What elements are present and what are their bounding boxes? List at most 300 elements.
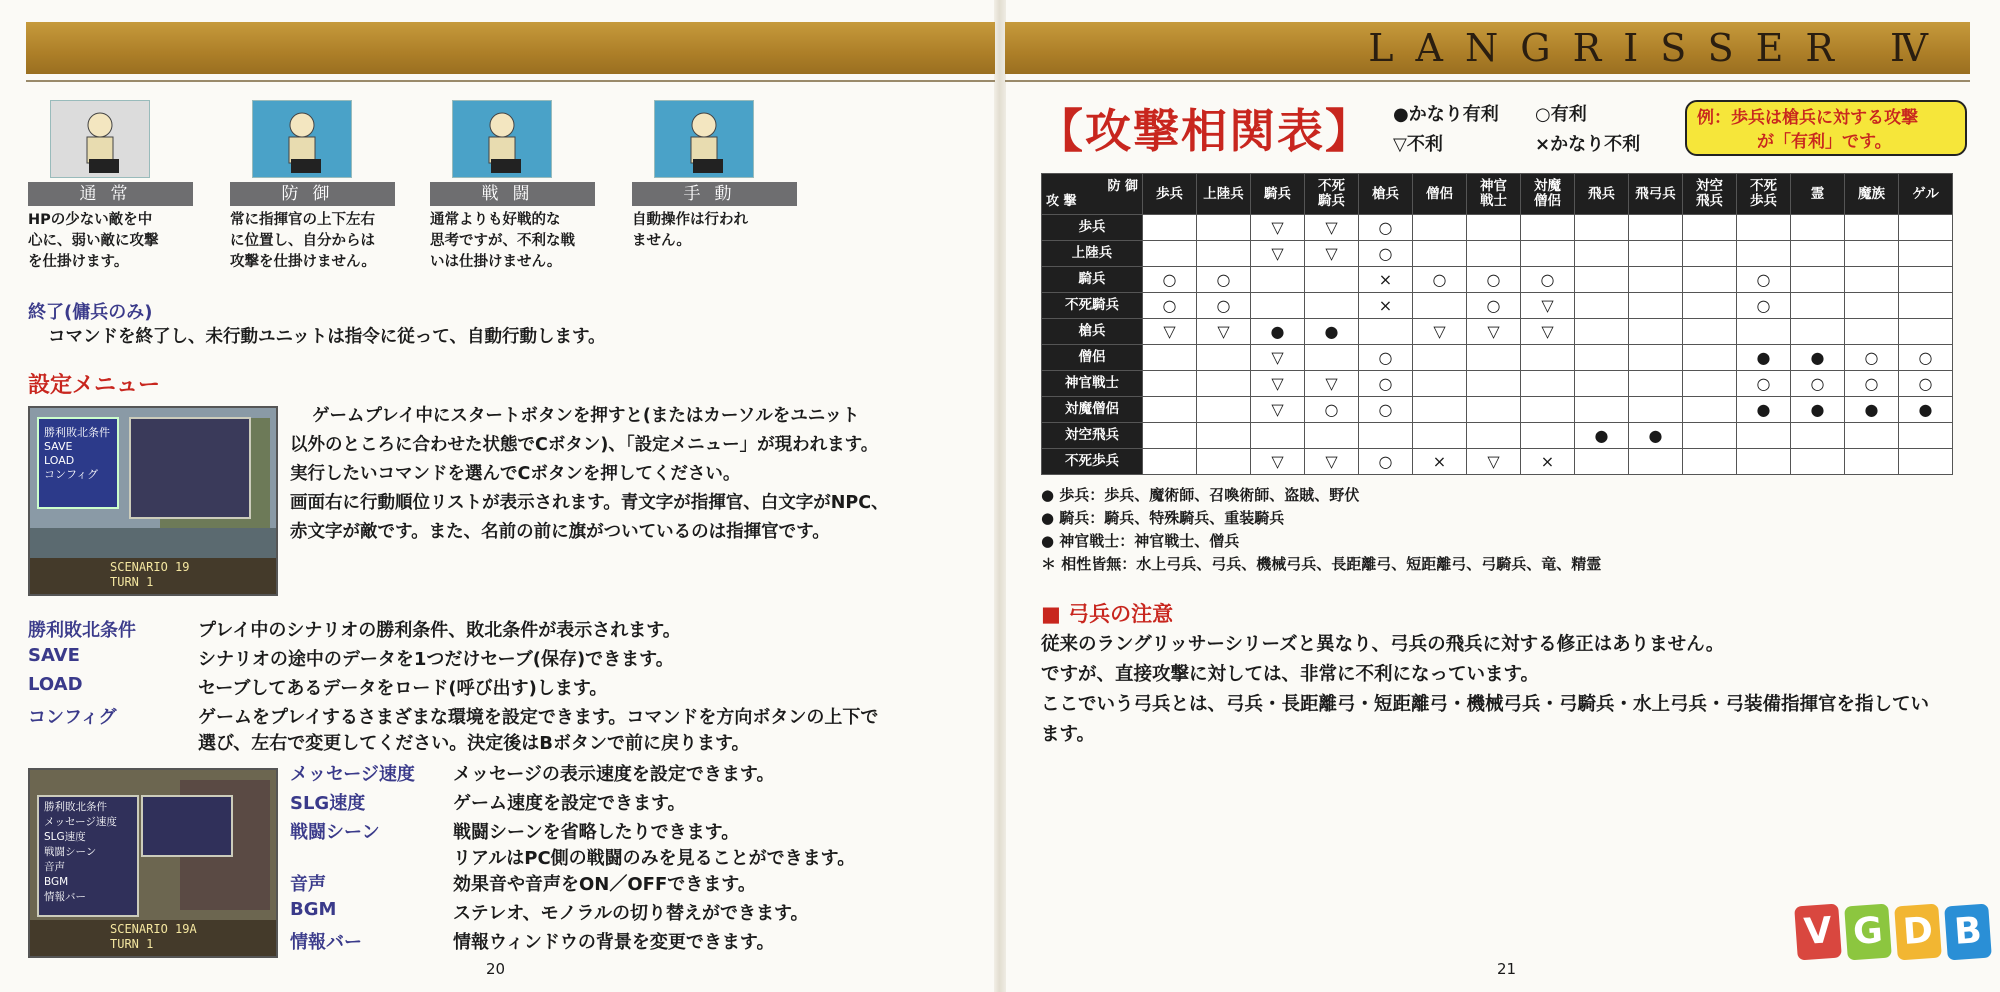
matrix-cell (1899, 267, 1953, 293)
matrix-cell (1575, 293, 1629, 319)
screenshot-menu-item: 情報バー (44, 891, 86, 903)
matrix-cell (1467, 241, 1521, 267)
matrix-cell: ● (1845, 397, 1899, 423)
matrix-cell: ● (1251, 319, 1305, 345)
matrix-cell (1845, 293, 1899, 319)
matrix-cell (1683, 449, 1737, 475)
matrix-cell: ○ (1197, 293, 1251, 319)
matrix-cell (1845, 423, 1899, 449)
definition-value (453, 899, 855, 928)
matrix-row-header: 対魔僧侶 (1042, 397, 1143, 423)
matrix-cell: ○ (1359, 397, 1413, 423)
settings-line: 赤文字が敵です。また、名前の前に旗がついているのは指揮官です。 (290, 522, 830, 542)
matrix-cell (1683, 371, 1737, 397)
settings-paragraph (290, 402, 980, 547)
mode-description-line: 自動操作は行われ (632, 212, 748, 228)
column-header-line: 対空 (1696, 178, 1723, 194)
matrix-cell: ○ (1737, 293, 1791, 319)
mode-label: 防御 (230, 182, 395, 206)
matrix-cell (1629, 449, 1683, 475)
legend-good: ○有利 (1535, 104, 1587, 125)
corner-attack: 攻 撃 (1046, 194, 1077, 209)
definition-value-line: ステレオ、モノラルの切り替えができます。 (453, 903, 809, 924)
matrix-cell (1251, 267, 1305, 293)
matrix-cell: ○ (1143, 293, 1197, 319)
matrix-cell (1791, 241, 1845, 267)
matrix-cell (1899, 319, 1953, 345)
matrix-cell (1467, 423, 1521, 449)
example-callout (1685, 100, 1967, 156)
definition-value (198, 674, 878, 703)
header-rule (26, 80, 995, 82)
column-header-line: 飛兵 (1696, 193, 1723, 209)
definition-value-line: 情報ウィンドウの背景を変更できます。 (453, 932, 775, 953)
matrix-column-header (1683, 174, 1737, 215)
archer-line: 従来のラングリッサーシリーズと異なり、弓兵の飛兵に対する修正はありません。 (1041, 634, 1725, 655)
archer-line: ですが、直接攻撃に対しては、非常に不利になっています。 (1041, 664, 1540, 685)
matrix-column-header (1467, 174, 1521, 215)
matrix-row-header: 槍兵 (1042, 319, 1143, 345)
screenshot-menu-item: LOAD (44, 454, 75, 467)
mode-description (28, 210, 193, 273)
matrix-cell (1683, 423, 1737, 449)
matrix-column-header (1737, 174, 1791, 215)
matrix-cell (1413, 371, 1467, 397)
mode-description (230, 210, 395, 273)
page-number: 21 (1497, 960, 1517, 978)
definition-value (198, 645, 878, 674)
header-band (26, 22, 995, 74)
column-header-line: 不死 (1750, 178, 1777, 194)
matrix-cell (1413, 345, 1467, 371)
screenshot-menu (44, 426, 110, 482)
matrix-cell: ● (1305, 319, 1359, 345)
mode-description (632, 210, 797, 252)
matrix-cell (1197, 423, 1251, 449)
column-header-line: 騎兵 (1264, 185, 1291, 202)
definition-value (453, 928, 855, 957)
definition-key: 勝利敗北条件 (28, 620, 136, 641)
matrix-corner-header (1042, 174, 1143, 215)
matrix-cell (1845, 267, 1899, 293)
matrix-cell: ▽ (1305, 371, 1359, 397)
mode-4 (632, 100, 797, 252)
definition-key: 戦闘シーン (290, 822, 380, 843)
matrix-cell (1629, 293, 1683, 319)
scenario-label: SCENARIO 19 (110, 560, 190, 574)
screenshot-menu-item: メッセージ速度 (44, 816, 117, 828)
matrix-column-header (1845, 174, 1899, 215)
mode-3 (430, 100, 595, 273)
mode-description-line: 思考ですが、不利な戦 (430, 233, 575, 249)
legend-bad: ▽不利 (1393, 134, 1443, 155)
unit-sprite-icon (452, 100, 552, 178)
matrix-row (1042, 397, 1953, 423)
definition-key: メッセージ速度 (290, 764, 415, 785)
column-header-line: 僧侶 (1426, 185, 1453, 202)
matrix-row (1042, 319, 1953, 345)
matrix-row-header: 対空飛兵 (1042, 423, 1143, 449)
menu-items-table (28, 616, 878, 755)
mode-description-line: 常に指揮官の上下左右 (230, 212, 375, 228)
matrix-cell (1413, 423, 1467, 449)
matrix-cell (1575, 241, 1629, 267)
definition-key: 情報バー (290, 932, 362, 953)
matrix-cell (1359, 423, 1413, 449)
matrix-cell (1629, 319, 1683, 345)
screenshot-menu-item: 勝利敗北条件 (44, 801, 107, 813)
matrix-cell (1899, 423, 1953, 449)
matrix-column-header (1899, 174, 1953, 215)
matrix-cell (1845, 319, 1899, 345)
definition-row (28, 616, 878, 645)
definition-value-line: リアルはPC側の戦闘のみを見ることができます。 (453, 848, 856, 869)
matrix-cell (1467, 345, 1521, 371)
matrix-cell (1737, 241, 1791, 267)
definition-value-line: セーブしてあるデータをロード(呼び出す)します。 (198, 678, 608, 699)
matrix-cell: ○ (1467, 267, 1521, 293)
screenshot-menu-item: 音声 (44, 861, 65, 873)
matrix-cell: ▽ (1305, 449, 1359, 475)
mode-description-line: 攻撃を仕掛けません。 (230, 254, 376, 270)
matrix-cell (1305, 267, 1359, 293)
matrix-cell (1791, 319, 1845, 345)
definition-row (290, 818, 855, 870)
mode-description-line: 通常よりも好戦的な (430, 212, 561, 228)
matrix-cell (1575, 215, 1629, 241)
matrix-cell (1629, 215, 1683, 241)
matrix-cell (1575, 371, 1629, 397)
header-rule (1005, 80, 1970, 82)
vgdb-letter: G (1844, 904, 1892, 961)
mode-label: 手動 (632, 182, 797, 206)
screenshot-status-2 (110, 922, 197, 952)
mode-2 (230, 100, 395, 273)
matrix-cell: ○ (1845, 345, 1899, 371)
unit-sprite-icon (252, 100, 352, 178)
column-header-line: 槍兵 (1372, 185, 1399, 202)
legend-very-bad: ×かなり不利 (1535, 134, 1641, 155)
matrix-column-header (1575, 174, 1629, 215)
matrix-cell (1413, 293, 1467, 319)
column-header-line: 飛兵 (1588, 185, 1615, 202)
matrix-cell (1683, 267, 1737, 293)
vgdb-letter: V (1794, 904, 1842, 961)
matrix-column-header (1413, 174, 1467, 215)
matrix-row (1042, 267, 1953, 293)
matrix-cell (1413, 241, 1467, 267)
legend-very-good: ●かなり有利 (1393, 104, 1499, 125)
vgdb-watermark-logo (1796, 905, 1990, 959)
settings-line: 実行したいコマンドを選んでCボタンを押してください。 (290, 464, 741, 484)
matrix-cell (1737, 423, 1791, 449)
column-header-line: 騎兵 (1318, 193, 1345, 209)
screenshot-menu-item: BGM (44, 876, 69, 888)
screenshot-menu-item: コンフィグ (44, 468, 99, 481)
definition-value (453, 818, 855, 870)
mode-label: 通常 (28, 182, 193, 206)
matrix-cell: ○ (1845, 371, 1899, 397)
settings-line: 以外のところに合わせた状態でCボタン)、「設定メニュー」が現われます。 (290, 435, 879, 455)
matrix-cell: ▽ (1251, 345, 1305, 371)
example-line-2: が「有利」です。 (1757, 132, 1892, 152)
matrix-cell (1197, 345, 1251, 371)
matrix-cell (1737, 319, 1791, 345)
matrix-row-header: 僧侶 (1042, 345, 1143, 371)
matrix-cell (1899, 215, 1953, 241)
matrix-cell: ▽ (1251, 371, 1305, 397)
matrix-column-header (1521, 174, 1575, 215)
matrix-cell: ▽ (1251, 397, 1305, 423)
matrix-cell (1197, 449, 1251, 475)
screenshot-config-menu (28, 768, 278, 958)
definition-value-line: 選び、左右で変更してください。決定後はBボタンで前に戻ります。 (198, 733, 750, 754)
matrix-cell: ▽ (1251, 215, 1305, 241)
matrix-cell (1683, 397, 1737, 423)
matrix-cell (1683, 293, 1737, 319)
definition-value-line: ゲームをプレイするさまざまな環境を設定できます。コマンドを方向ボタンの上下で (198, 707, 879, 728)
matrix-note: ● 神官戦士：神官戦士、僧兵 (1041, 532, 1240, 550)
matrix-row-header: 不死騎兵 (1042, 293, 1143, 319)
definition-value-line: シナリオの途中のデータを1つだけセーブ(保存)できます。 (198, 649, 674, 670)
archer-line: ここでいう弓兵とは、弓兵・長距離弓・短距離弓・機械弓兵・弓騎兵・水上弓兵・弓装備指揮官を指してい (1041, 694, 1930, 715)
unit-sprite-icon (50, 100, 150, 178)
column-header-line: 歩兵 (1750, 193, 1777, 209)
definition-value (453, 760, 855, 789)
column-header-line: 飛弓兵 (1635, 185, 1676, 202)
settings-line: ゲームプレイ中にスタートボタンを押すと(またはカーソルをユニット (312, 406, 860, 426)
matrix-cell: × (1359, 267, 1413, 293)
matrix-cell (1143, 397, 1197, 423)
turn-label: TURN 1 (110, 937, 154, 951)
matrix-cell: ○ (1521, 267, 1575, 293)
header-band (1005, 22, 1970, 74)
matrix-cell: ○ (1737, 267, 1791, 293)
column-header-line: 不死 (1318, 178, 1345, 194)
matrix-cell (1899, 449, 1953, 475)
matrix-cell (1845, 215, 1899, 241)
matrix-cell (1737, 449, 1791, 475)
matrix-cell: ○ (1305, 397, 1359, 423)
page-number: 20 (486, 960, 506, 978)
matrix-cell (1629, 397, 1683, 423)
matrix-cell (1521, 241, 1575, 267)
matrix-cell (1575, 345, 1629, 371)
definition-value-line: ゲーム速度を設定できます。 (453, 793, 686, 814)
matrix-cell (1413, 215, 1467, 241)
definition-row (290, 899, 855, 928)
matrix-cell (1629, 345, 1683, 371)
matrix-column-header (1143, 174, 1197, 215)
matrix-cell (1521, 423, 1575, 449)
matrix-cell (1305, 423, 1359, 449)
matrix-cell: ● (1791, 345, 1845, 371)
matrix-cell: ● (1737, 397, 1791, 423)
definition-value-line: 戦闘シーンを省略したりできます。 (453, 822, 740, 843)
matrix-cell (1575, 319, 1629, 345)
mode-description-line: 心に、弱い敵に攻撃 (28, 233, 159, 249)
matrix-cell (1899, 293, 1953, 319)
matrix-cell (1143, 423, 1197, 449)
matrix-cell (1143, 449, 1197, 475)
matrix-cell (1629, 267, 1683, 293)
matrix-cell (1521, 345, 1575, 371)
turn-label: TURN 1 (110, 575, 154, 589)
matrix-cell: ○ (1197, 267, 1251, 293)
matrix-cell (1143, 215, 1197, 241)
matrix-cell: ● (1737, 345, 1791, 371)
definition-row (290, 760, 855, 789)
matrix-note: ● 騎兵：騎兵、特殊騎兵、重装騎兵 (1041, 509, 1285, 527)
column-header-line: 神官 (1480, 178, 1507, 194)
matrix-cell (1791, 215, 1845, 241)
matrix-cell (1467, 215, 1521, 241)
matrix-cell: ▽ (1521, 319, 1575, 345)
matrix-cell: ▽ (1197, 319, 1251, 345)
matrix-cell (1683, 345, 1737, 371)
matrix-column-header (1791, 174, 1845, 215)
matrix-cell: ▽ (1305, 215, 1359, 241)
mode-description-line: を仕掛けます。 (28, 254, 129, 270)
matrix-cell (1629, 371, 1683, 397)
matrix-cell (1143, 241, 1197, 267)
right-page (1005, 0, 2000, 992)
vgdb-letter: D (1894, 904, 1942, 961)
scenario-label: SCENARIO 19A (110, 922, 197, 936)
definition-row (290, 789, 855, 818)
matrix-cell (1683, 319, 1737, 345)
matrix-row-header: 上陸兵 (1042, 241, 1143, 267)
matrix-note: ＊ 相性皆無：水上弓兵、弓兵、機械弓兵、長距離弓、短距離弓、弓騎兵、竜、精霊 (1041, 555, 1602, 573)
column-header-line: 僧侶 (1534, 193, 1561, 209)
matrix-cell: ▽ (1521, 293, 1575, 319)
matrix-cell (1359, 319, 1413, 345)
matrix-cell (1521, 397, 1575, 423)
matrix-cell (1845, 449, 1899, 475)
matrix-cell (1467, 397, 1521, 423)
matrix-row-header: 歩兵 (1042, 215, 1143, 241)
matrix-row-header: 不死歩兵 (1042, 449, 1143, 475)
matrix-note: ● 歩兵：歩兵、魔術師、召喚術師、盗賊、野伏 (1041, 486, 1360, 504)
matrix-cell: × (1413, 449, 1467, 475)
matrix-row (1042, 241, 1953, 267)
matrix-cell: ▽ (1467, 449, 1521, 475)
column-header-line: 歩兵 (1156, 185, 1183, 202)
screenshot-menu-item: 勝利敗北条件 (44, 426, 110, 439)
definition-value-line: メッセージの表示速度を設定できます。 (453, 764, 775, 785)
matrix-cell: ● (1575, 423, 1629, 449)
matrix-cell (1683, 215, 1737, 241)
settings-line: 画面右に行動順位リストが表示されます。青文字が指揮官、白文字がNPC、 (290, 493, 889, 513)
matrix-row (1042, 345, 1953, 371)
matrix-column-header (1251, 174, 1305, 215)
matrix-cell (1467, 371, 1521, 397)
matrix-cell (1305, 293, 1359, 319)
matrix-cell (1629, 241, 1683, 267)
matrix-cell (1683, 241, 1737, 267)
matrix-cell (1251, 423, 1305, 449)
matrix-column-header (1197, 174, 1251, 215)
column-header-line: 魔族 (1858, 185, 1885, 202)
definition-key: BGM (290, 899, 337, 920)
matrix-cell: ○ (1143, 267, 1197, 293)
definition-value (453, 789, 855, 818)
matrix-cell (1575, 267, 1629, 293)
matrix-cell (1575, 397, 1629, 423)
matrix-cell: ○ (1359, 345, 1413, 371)
matrix-row-header: 神官戦士 (1042, 371, 1143, 397)
matrix-cell: ○ (1899, 371, 1953, 397)
mode-description-line: いは仕掛けません。 (430, 254, 562, 270)
matrix-cell (1413, 397, 1467, 423)
matrix-row (1042, 371, 1953, 397)
vgdb-letter: B (1944, 904, 1992, 961)
column-header-line: 上陸兵 (1203, 185, 1244, 202)
matrix-cell: × (1521, 449, 1575, 475)
matrix-row (1042, 449, 1953, 475)
matrix-cell (1845, 241, 1899, 267)
matrix-cell: ○ (1413, 267, 1467, 293)
config-items-table (290, 760, 855, 957)
matrix-cell (1197, 215, 1251, 241)
column-header-line: 対魔 (1534, 178, 1561, 194)
definition-key: コンフィグ (28, 707, 117, 728)
screenshot-menu-item: 戦闘シーン (44, 846, 97, 858)
mode-description-line: に位置し、自分からは (230, 233, 375, 249)
definition-key: LOAD (28, 674, 83, 695)
matrix-cell: ○ (1359, 371, 1413, 397)
definition-row (290, 870, 855, 899)
table-title: 【攻撃相関表】 (1037, 104, 1373, 158)
definition-value (198, 703, 878, 755)
matrix-cell: ○ (1737, 371, 1791, 397)
screenshot-menu-item: SAVE (44, 440, 73, 453)
matrix-cell: ○ (1359, 215, 1413, 241)
definition-row (28, 703, 878, 755)
matrix-cell (1791, 449, 1845, 475)
definition-value (198, 616, 878, 645)
attack-matrix (1041, 173, 1953, 475)
definition-value-line: プレイ中のシナリオの勝利条件、敗北条件が表示されます。 (198, 620, 681, 641)
header-title: LANGRISSER Ⅳ (1368, 26, 1950, 70)
definition-key: SLG速度 (290, 793, 366, 814)
end-text: コマンドを終了し、未行動ユニットは指令に従って、自動行動します。 (48, 327, 606, 347)
definition-key: 音声 (290, 874, 326, 895)
matrix-cell: ○ (1359, 241, 1413, 267)
archer-line: ます。 (1041, 724, 1096, 745)
mode-label: 戦闘 (430, 182, 595, 206)
definition-value-line: 効果音や音声をON／OFFできます。 (453, 874, 756, 895)
matrix-cell (1899, 241, 1953, 267)
matrix-row (1042, 293, 1953, 319)
definition-row (290, 928, 855, 957)
mode-description-line: ません。 (632, 233, 691, 249)
matrix-cell (1791, 267, 1845, 293)
matrix-cell (1575, 449, 1629, 475)
matrix-cell (1197, 371, 1251, 397)
archer-text (1041, 630, 1981, 750)
matrix-cell (1521, 371, 1575, 397)
matrix-cell (1737, 215, 1791, 241)
matrix-cell: ● (1899, 397, 1953, 423)
definition-key: SAVE (28, 645, 80, 666)
matrix-cell: ○ (1791, 371, 1845, 397)
archer-heading: ■ 弓兵の注意 (1041, 602, 1174, 626)
definition-row (28, 645, 878, 674)
matrix-cell: ▽ (1143, 319, 1197, 345)
matrix-cell: ● (1629, 423, 1683, 449)
matrix-cell (1143, 371, 1197, 397)
